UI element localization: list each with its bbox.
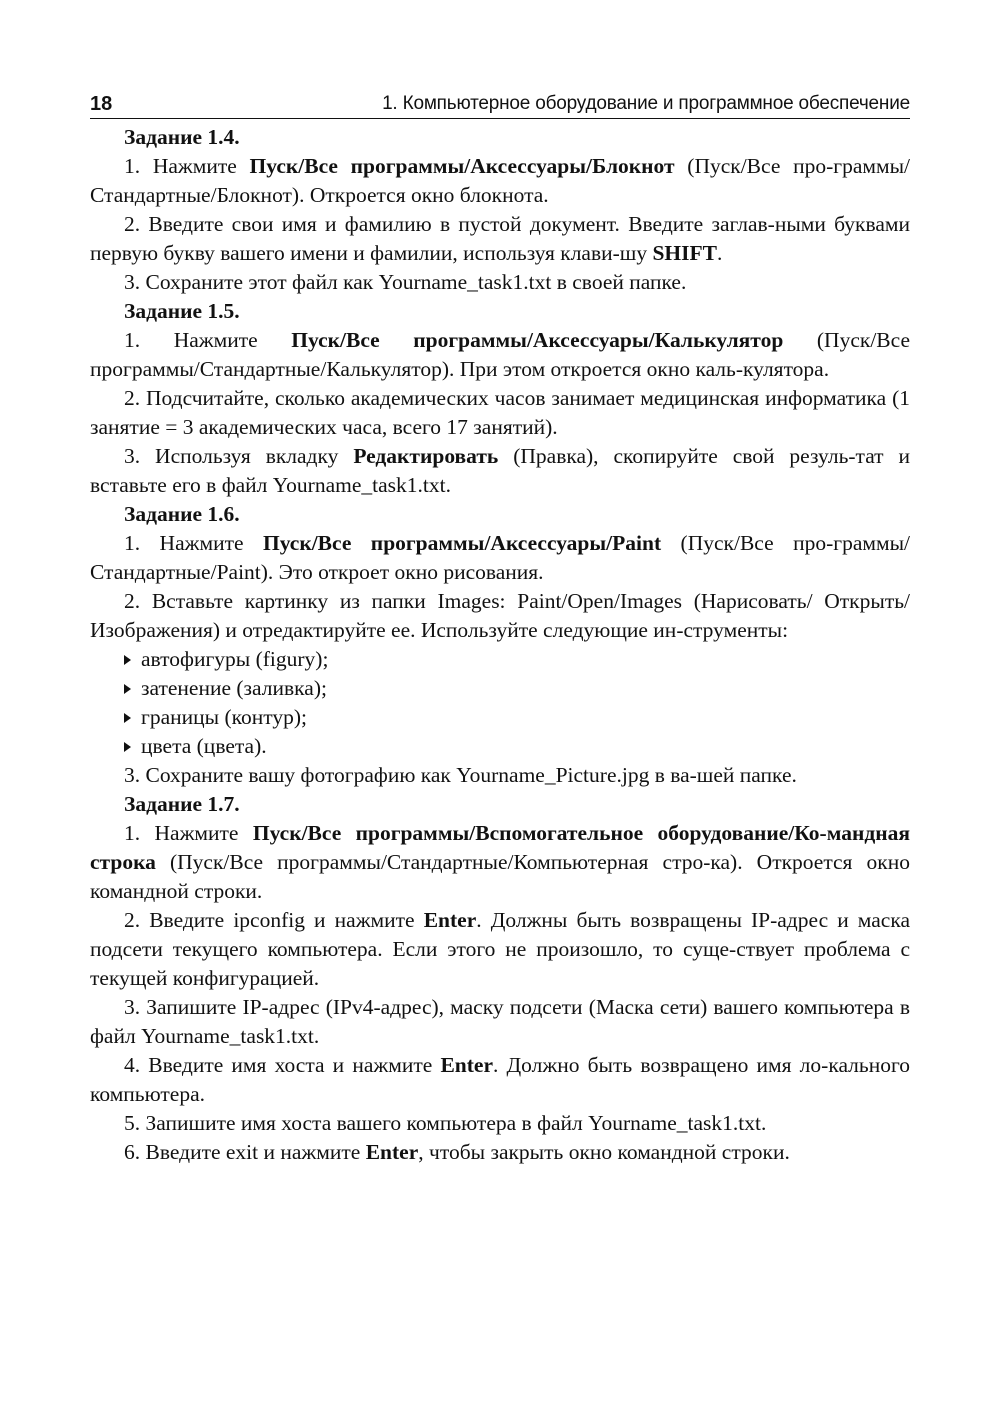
task-paragraph: 2. Введите свои имя и фамилию в пустой документ. Введите заглав-ными буквами первую букву вашего имени и фамилии, используя клави-шу SHIFT. bbox=[90, 212, 910, 265]
tool-list bbox=[90, 645, 910, 761]
task-paragraph: 1. Нажмите Пуск/Все программы/Аксессуары/Блокнот (Пуск/Все про-граммы/Стандартные/Блокнот). Откроется окно блокнота. bbox=[90, 154, 910, 207]
task-paragraph: 5. Запишите имя хоста вашего компьютера в файл Yourname_task1.txt. bbox=[124, 1111, 767, 1135]
menu-path: Пуск/Все программы/Аксессуары/Блокнот bbox=[249, 154, 675, 178]
task-paragraph: 1. Нажмите Пуск/Все программы/Вспомогательное оборудование/Ко-мандная строка (Пуск/Все программы/Стандартные/Компьютерная стро-ка). Откроется окно командной строки. bbox=[90, 821, 910, 903]
task-paragraph: 1. Нажмите Пуск/Все программы/Аксессуары/Калькулятор (Пуск/Все программы/Стандартные/Калькулятор). При этом откроется окно каль-кулятора. bbox=[90, 328, 910, 381]
task-paragraph: 3. Сохраните вашу фотографию как Yourname_Picture.jpg в ва-шей папке. bbox=[124, 763, 797, 787]
page-number: 18 bbox=[90, 93, 113, 115]
key-name: Enter bbox=[365, 1140, 419, 1164]
menu-path: Пуск/Все программы/Аксессуары/Paint bbox=[262, 531, 662, 555]
menu-path: Редактировать bbox=[353, 444, 499, 468]
task-paragraph: 2. Введите ipconfig и нажмите Enter. Должны быть возвращены IP-адрес и маска подсети текущего компьютера. Если этого не произошло, то суще-ствует проблема с текущей конфигурацией. bbox=[90, 908, 910, 990]
task-heading: Задание 1.7. bbox=[124, 792, 240, 816]
task-heading: Задание 1.4. bbox=[124, 125, 240, 149]
list-item: границы (контур); bbox=[90, 703, 910, 732]
triangle-bullet-icon bbox=[124, 742, 131, 752]
book-page bbox=[90, 84, 910, 1167]
task-paragraph: 3. Сохраните этот файл как Yourname_task1.txt в своей папке. bbox=[124, 270, 687, 294]
running-title: 1. Компьютерное оборудование и программное обеспечение bbox=[382, 93, 910, 114]
task-paragraph: 6. Введите exit и нажмите Enter, чтобы закрыть окно командной строки. bbox=[124, 1140, 790, 1164]
menu-path: Пуск/Все программы/Аксессуары/Калькулятор bbox=[291, 328, 784, 352]
task-paragraph: 3. Запишите IP-адрес (IPv4-адрес), маску подсети (Маска сети) вашего компьютера в файл Yourname_task1.txt. bbox=[90, 995, 910, 1048]
key-name: Enter bbox=[440, 1053, 493, 1077]
task-heading: Задание 1.6. bbox=[124, 502, 240, 526]
page-header bbox=[90, 84, 910, 119]
task-paragraph: 2. Подсчитайте, сколько академических часов занимает медицинская информатика (1 занятие = 3 академических часа, всего 17 занятий). bbox=[90, 386, 910, 439]
triangle-bullet-icon bbox=[124, 684, 131, 694]
list-item: автофигуры (figury); bbox=[90, 645, 910, 674]
page-content bbox=[90, 123, 910, 1167]
task-paragraph: 1. Нажмите Пуск/Все программы/Аксессуары/Paint (Пуск/Все про-граммы/Стандартные/Paint). Это откроет окно рисования. bbox=[90, 531, 910, 584]
triangle-bullet-icon bbox=[124, 655, 131, 665]
task-paragraph: 3. Используя вкладку Редактировать (Правка), скопируйте свой резуль-тат и вставьте его в файл Yourname_task1.txt. bbox=[90, 444, 910, 497]
menu-path: Пуск/Все программы/Вспомогательное оборудование/Ко-мандная строка bbox=[90, 821, 910, 874]
list-item: затенение (заливка); bbox=[90, 674, 910, 703]
task-heading: Задание 1.5. bbox=[124, 299, 240, 323]
key-name: Enter bbox=[423, 908, 477, 932]
task-paragraph: 4. Введите имя хоста и нажмите Enter. Должно быть возвращено имя ло-кального компьютера. bbox=[90, 1053, 911, 1106]
key-name: SHIFT bbox=[652, 241, 717, 265]
task-paragraph: 2. Вставьте картинку из папки Images: Paint/Open/Images (Нарисовать/ Открыть/Изображения) и отредактируйте ее. Используйте следующие ин-струменты: bbox=[90, 589, 910, 642]
triangle-bullet-icon bbox=[124, 713, 131, 723]
list-item: цвета (цвета). bbox=[90, 732, 910, 761]
